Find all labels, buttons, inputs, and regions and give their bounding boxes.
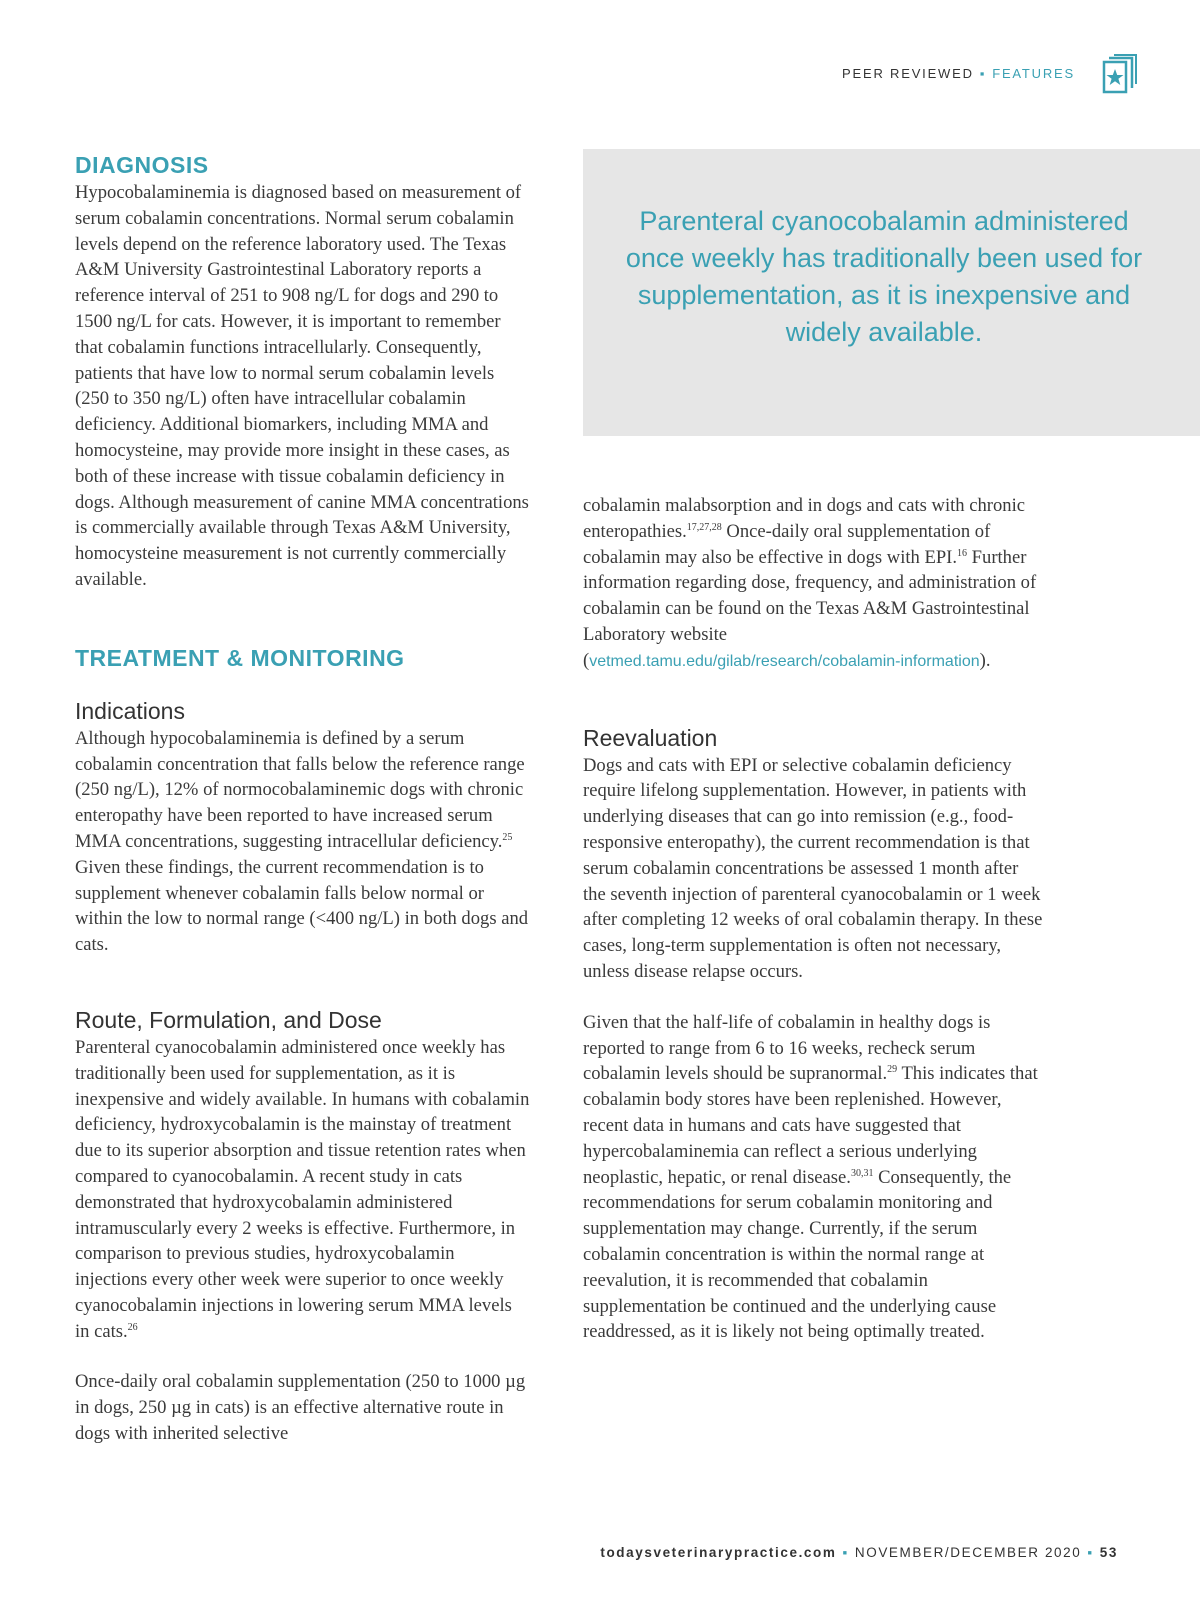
header-peer-reviewed: PEER REVIEWED bbox=[842, 66, 974, 81]
reevaluation-paragraph-1: Dogs and cats with EPI or selective cobalamin deficiency require lifelong supplementation. However, in patients with underlying diseases that can go into remission (e.g., food-responsive enteropathy), the current recommendation is that serum cobalamin concentrations be assessed 1 month after the seventh injection of parenteral cyanocobalamin or 1 week after completing 12 weeks of oral cobalamin therapy. In these cases, long-term supplementation is often not necessary, unless disease relapse occurs. bbox=[583, 754, 1043, 982]
book-star-icon bbox=[1098, 54, 1138, 96]
route-heading: Route, Formulation, and Dose bbox=[75, 1006, 382, 1033]
continued-text: ). bbox=[979, 649, 991, 671]
pull-quote-text: Parenteral cyanocobalamin administered once weekly has traditionally been used for supplementation, as it is inexpensive and widely available. bbox=[625, 206, 1143, 347]
diagnosis-paragraph: Hypocobalaminemia is diagnosed based on measurement of serum cobalamin concentrations. Normal serum cobalamin levels depend on the reference laboratory used. The Texas A&M University Gastrointestinal Laboratory reports a reference interval of 251 to 908 ng/L for dogs and 290 to 1500 ng/L for cats. However, it is important to remember that cobalamin functions intracellularly. Consequently, patients that have low to normal serum cobalamin levels (250 to 350 ng/L) often have intracellular cobalamin deficiency. Additional biomarkers, including MMA and homocysteine, may provide more insight in these cases, as both of these increase with tissue cobalamin deficiency in dogs. Although measurement of canine MMA concentrations is commercially available through Texas A&M University, homocysteine measurement is not currently commercially available. bbox=[75, 182, 529, 590]
header-features: FEATURES bbox=[992, 66, 1075, 81]
reevaluation-heading: Reevaluation bbox=[583, 724, 718, 751]
route-text: Parenteral cyanocobalamin administered once weekly has traditionally been used for supplementation, as it is inexpensive and widely available. In humans with cobalamin deficiency, hydroxycobalamin is the mainstay of treatment due to its superior absorption and tissue retention rates when compared to cyanocobalamin. A recent study in cats demonstrated that hydroxycobalamin administered intramuscularly every 2 weeks is effective. Furthermore, in comparison to previous studies, hydroxycobalamin injections every other week were superior to once weekly cyanocobalamin injections in lowering serum MMA levels in cats. bbox=[75, 1036, 530, 1342]
reevaluation-text: This indicates that cobalamin body stores have been replenished. However, recent data in humans and cats have suggested that hypercobalaminemia can reflect a serious underlying neoplastic, hepatic, or renal disease. bbox=[583, 1063, 1038, 1188]
indications-paragraph bbox=[75, 726, 530, 958]
reevaluation-text: Consequently, the recommendations for serum cobalamin monitoring and supplementation may change. Currently, if the serum cobalamin concentration is within the normal range at reevalution, it is recommended that cobalamin supplementation be continued and the underlying cause readdressed, as it is likely not being optimally treated. bbox=[583, 1166, 1012, 1343]
reference-marker: 29 bbox=[887, 1064, 898, 1076]
reference-marker: 25 bbox=[502, 831, 513, 843]
footer-separator: ▪ bbox=[842, 1545, 849, 1560]
continued-text: cobalamin malabsorption and in dogs and cats with chronic enteropathies. bbox=[583, 495, 1026, 542]
reference-marker: 17,27,28 bbox=[686, 521, 722, 533]
reevaluation-paragraph-2 bbox=[583, 1010, 1043, 1345]
continued-paragraph bbox=[583, 493, 1043, 675]
reference-marker: 26 bbox=[127, 1321, 138, 1333]
left-column bbox=[75, 150, 530, 1447]
running-header bbox=[842, 66, 1075, 81]
indications-text-cont: Given these findings, the current recommendation is to supplement whenever cobalamin falls below normal or within the low to normal range (<400 ng/L) in both dogs and cats. bbox=[75, 856, 529, 956]
reference-marker: 16 bbox=[957, 547, 968, 559]
gilab-link[interactable]: vetmed.tamu.edu/gilab/research/cobalamin-information bbox=[589, 652, 980, 670]
route-paragraph-1 bbox=[75, 1035, 530, 1345]
pull-quote-box bbox=[583, 149, 1200, 436]
right-column bbox=[583, 493, 1043, 1345]
footer-site: todaysveterinarypractice.com bbox=[600, 1545, 837, 1560]
footer-issue: NOVEMBER/DECEMBER 2020 bbox=[854, 1545, 1082, 1560]
header-separator: ▪ bbox=[979, 66, 987, 81]
page-number: 53 bbox=[1099, 1545, 1118, 1560]
treatment-heading: TREATMENT & MONITORING bbox=[75, 644, 405, 671]
indications-text: Although hypocobalaminemia is defined by a serum cobalamin concentration that falls below the reference range (250 ng/L), 12% of normocobalaminemic dogs with chronic enteropathy have been reported to have increased serum MMA concentrations, suggesting intracellular deficiency. bbox=[75, 727, 525, 852]
running-footer bbox=[600, 1545, 1118, 1560]
reevaluation-text: Given that the half-life of cobalamin in healthy dogs is reported to range from 6 to 16 weeks, recheck serum cobalamin levels should be supranormal. bbox=[583, 1011, 991, 1085]
indications-heading: Indications bbox=[75, 697, 185, 724]
route-paragraph-2: Once-daily oral cobalamin supplementation (250 to 1000 µg in dogs, 250 µg in cats) is an effective alternative route in dogs with inherited selective bbox=[75, 1371, 526, 1445]
continued-text: Further information regarding dose, frequency, and administration of cobalamin can be found on the Texas A&M Gastrointestinal Laboratory website ( bbox=[583, 546, 1037, 671]
reference-marker: 30,31 bbox=[850, 1167, 874, 1179]
diagnosis-heading: DIAGNOSIS bbox=[75, 152, 209, 178]
continued-text: Once-daily oral supplementation of cobalamin may also be effective in dogs with EPI. bbox=[583, 520, 991, 568]
footer-separator: ▪ bbox=[1087, 1545, 1094, 1560]
